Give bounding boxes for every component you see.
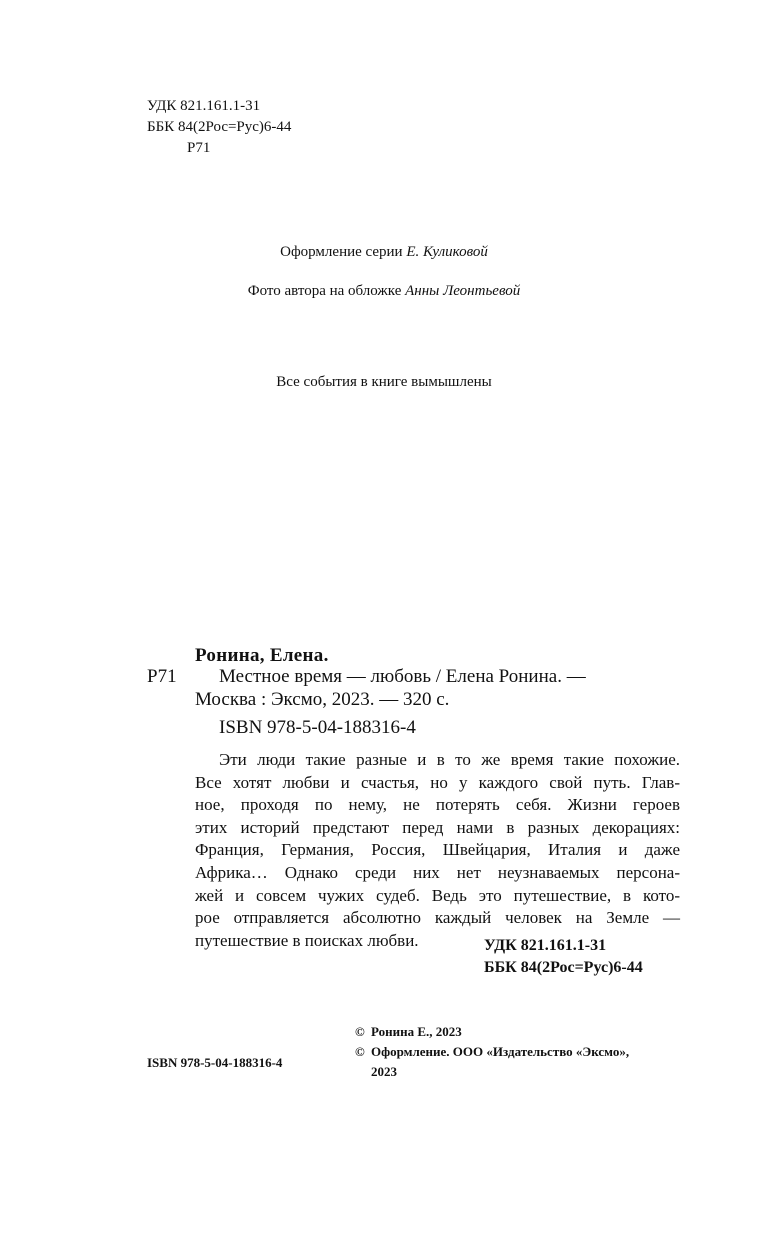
bib-author: Ронина, Елена. — [195, 645, 329, 666]
copyright-symbol: © — [355, 1044, 365, 1059]
bbk-code-bottom: ББК 84(2Рос=Рус)6-44 — [484, 959, 643, 976]
copyright-author-text: Ронина Е., 2023 — [371, 1024, 462, 1039]
series-design-label: Оформление серии — [280, 244, 407, 260]
udk-code: УДК 821.161.1-31 — [147, 98, 261, 114]
copyright-symbol: © — [355, 1024, 365, 1039]
fiction-disclaimer: Все события в книге вымышлены — [276, 374, 492, 390]
bib-publication: Москва : Эксмо, 2023. — 320 с. — [195, 689, 450, 710]
annotation-line: Все хотят любви и счастья, но у каждого свой путь. Глав- — [195, 772, 680, 792]
annotation-line: рое отправляется абсолютно каждый человек на Земле — — [195, 908, 680, 928]
annotation — [195, 749, 680, 952]
copyright-design-text: Оформление. ООО «Издательство «Эксмо», — [371, 1044, 630, 1059]
annotation-line: жей и совсем чужих судеб. Ведь это путешествие, в кото- — [195, 885, 680, 905]
author-code: Р71 — [187, 140, 211, 156]
annotation-line: Франция, Германия, Россия, Швейцария, Италия и даже — [195, 840, 680, 860]
annotation-line: путешествие в поисках любви. — [195, 930, 419, 950]
copyright-author — [355, 1022, 629, 1042]
udk-code-bottom: УДК 821.161.1-31 — [484, 937, 607, 954]
photo-label: Фото автора на обложке — [247, 283, 406, 299]
photo-name: Анны Леонтьевой — [405, 283, 521, 299]
copyright-design-year: 2023 — [371, 1064, 397, 1079]
bib-isbn: ISBN 978-5-04-188316-4 — [219, 717, 416, 738]
bib-author-code: Р71 — [147, 666, 177, 687]
bib-title: Местное время — любовь / Елена Ронина. — — [219, 666, 586, 687]
annotation-line: Африка… Однако среди них нет неузнаваемых персона- — [195, 862, 680, 882]
isbn-bottom: ISBN 978-5-04-188316-4 — [147, 1055, 283, 1070]
series-design-name: Е. Куликовой — [406, 244, 488, 260]
copyright-block — [355, 1022, 629, 1082]
copyright-design — [355, 1042, 629, 1062]
classification-bottom — [484, 935, 643, 979]
annotation-line: Эти люди такие разные и в то же время такие похожие. — [219, 750, 680, 769]
bbk-code: ББК 84(2Рос=Рус)6-44 — [147, 119, 292, 135]
annotation-line: этих историй предстают перед нами в разных декорациях: — [195, 817, 680, 837]
classification-top — [147, 96, 291, 159]
series-design-credit — [0, 244, 768, 261]
photo-credit — [0, 283, 768, 300]
annotation-line: ное, проходя по нему, не потерять себя. Жизни героев — [195, 795, 680, 815]
